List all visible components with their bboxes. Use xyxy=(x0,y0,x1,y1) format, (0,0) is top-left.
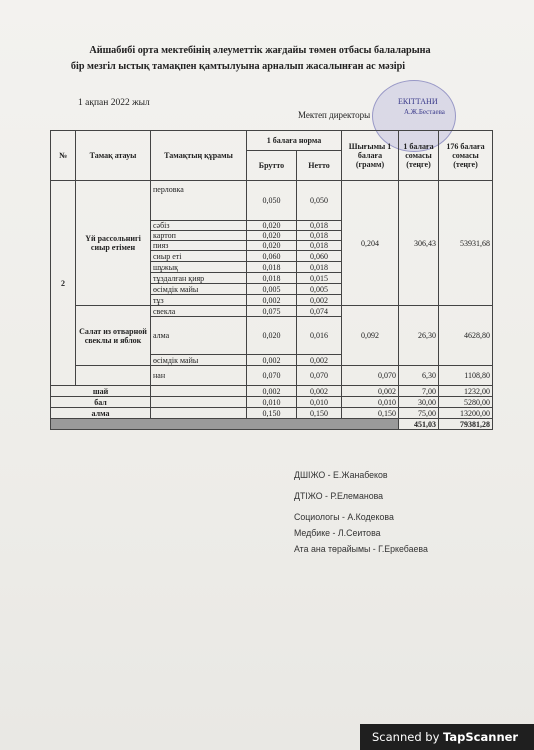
dish-output: 0,070 xyxy=(342,366,399,386)
dish-total: 1108,80 xyxy=(439,366,493,386)
header-price: 1 балаға сомасы (теңге) xyxy=(399,131,439,181)
ingredient-brutto: 0,020 xyxy=(247,241,297,251)
scanner-prefix: Scanned by xyxy=(372,730,444,744)
ingredient-brutto: 0,005 xyxy=(247,284,297,295)
ingredient-brutto: 0,050 xyxy=(247,181,297,221)
dish-output: 0,092 xyxy=(342,306,399,366)
signature-line: ДШІЖО - Е.Жанабеков xyxy=(294,470,388,480)
ingredient-netto: 0,005 xyxy=(297,284,342,295)
dish-price: 306,43 xyxy=(399,181,439,306)
ingredient-name: тұздалған қияр xyxy=(151,273,247,284)
dish-name: бал xyxy=(51,397,151,408)
signature-line: Социологы - А.Кодекова xyxy=(294,512,394,522)
ingredient-netto: 0,074 xyxy=(297,306,342,317)
ingredient-netto: 0,018 xyxy=(297,241,342,251)
dish-output: 0,002 xyxy=(342,386,399,397)
dish-output: 0,204 xyxy=(342,181,399,306)
ingredient-name: картоп xyxy=(151,231,247,241)
ingredient-brutto: 0,002 xyxy=(247,295,297,306)
dish-name: алма xyxy=(51,408,151,419)
ingredient-netto: 0,010 xyxy=(297,397,342,408)
ingredient-brutto: 0,075 xyxy=(247,306,297,317)
director-label: Мектеп директоры xyxy=(298,110,371,120)
ingredient-brutto: 0,010 xyxy=(247,397,297,408)
total-price: 451,03 xyxy=(399,419,439,430)
ingredient-brutto: 0,020 xyxy=(247,231,297,241)
dish-price: 75,00 xyxy=(399,408,439,419)
ingredient-netto: 0,002 xyxy=(297,295,342,306)
header-composition: Тамақтың құрамы xyxy=(151,131,247,181)
ingredient-name xyxy=(151,408,247,419)
ingredient-name xyxy=(151,386,247,397)
stamp-text-1: ЕКІТТАНИ xyxy=(398,97,438,106)
ingredient-name: перловка xyxy=(151,181,247,221)
ingredient-netto: 0,018 xyxy=(297,262,342,273)
dish-price: 30,00 xyxy=(399,397,439,408)
ingredient-brutto: 0,002 xyxy=(247,355,297,366)
dish-name: Үй рассольнигі сиыр етімен xyxy=(76,181,151,306)
ingredient-netto: 0,015 xyxy=(297,273,342,284)
ingredient-name: свекла xyxy=(151,306,247,317)
ingredient-netto: 0,002 xyxy=(297,355,342,366)
header-norm: 1 балаға норма xyxy=(247,131,342,151)
ingredient-netto: 0,060 xyxy=(297,251,342,262)
total-sum: 79381,28 xyxy=(439,419,493,430)
dish-total: 5280,00 xyxy=(439,397,493,408)
ingredient-name: өсімдік майы xyxy=(151,355,247,366)
signature-line: ДТІЖО - Р.Елеманова xyxy=(294,491,384,501)
ingredient-netto: 0,002 xyxy=(297,386,342,397)
ingredient-name: өсімдік майы xyxy=(151,284,247,295)
ingredient-netto: 0,070 xyxy=(297,366,342,386)
dish-price: 6,30 xyxy=(399,366,439,386)
ingredient-brutto: 0,018 xyxy=(247,273,297,284)
stamp-text-2: А.Ж.Бестаева xyxy=(404,108,445,116)
dish-name: шай xyxy=(51,386,151,397)
dish-total: 53931,68 xyxy=(439,181,493,306)
dish-price: 7,00 xyxy=(399,386,439,397)
signature-line: Медбике - Л.Сеитова xyxy=(294,528,381,538)
ingredient-netto: 0,050 xyxy=(297,181,342,221)
row-number: 2 xyxy=(51,181,76,386)
ingredient-brutto: 0,070 xyxy=(247,366,297,386)
ingredient-brutto: 0,020 xyxy=(247,317,297,355)
document-date: 1 ақпан 2022 жыл xyxy=(78,98,150,108)
dish-total: 1232,00 xyxy=(439,386,493,397)
totals-shaded-cell xyxy=(51,419,399,430)
ingredient-name: шұжық xyxy=(151,262,247,273)
menu-title-line2: бір мезгіл ыстық тамақпен қамтылуына арналып жасалынған ас мәзірі xyxy=(70,61,406,72)
header-output: Шығымы 1 балаға (грамм) xyxy=(342,131,399,181)
dish-total: 4628,80 xyxy=(439,306,493,366)
signature-line: Ата ана төрайымы - Г.Еркебаева xyxy=(294,544,428,554)
ingredient-brutto: 0,002 xyxy=(247,386,297,397)
ingredient-netto: 0,150 xyxy=(297,408,342,419)
header-dish: Тамақ атауы xyxy=(76,131,151,181)
dish-name: Салат из отварной свеклы и яблок xyxy=(76,306,151,366)
scanner-watermark xyxy=(360,724,534,750)
menu-title-line1: Айшабибі орта мектебінің әлеуметтік жағдайы төмен отбасы балаларына xyxy=(89,45,431,56)
header-netto: Нетто xyxy=(297,151,342,181)
ingredient-netto: 0,016 xyxy=(297,317,342,355)
ingredient-name: нан xyxy=(151,366,247,386)
ingredient-name: тұз xyxy=(151,295,247,306)
ingredient-netto: 0,018 xyxy=(297,231,342,241)
ingredient-name: сәбіз xyxy=(151,221,247,231)
menu-table xyxy=(50,130,493,430)
ingredient-brutto: 0,150 xyxy=(247,408,297,419)
ingredient-name: пияз xyxy=(151,241,247,251)
scanner-brand: TapScanner xyxy=(443,730,519,744)
dish-output: 0,150 xyxy=(342,408,399,419)
ingredient-netto: 0,018 xyxy=(297,221,342,231)
header-no: № xyxy=(51,131,76,181)
dish-price: 26,30 xyxy=(399,306,439,366)
ingredient-brutto: 0,060 xyxy=(247,251,297,262)
header-total: 176 балаға сомасы (теңге) xyxy=(439,131,493,181)
dish-total: 13200,00 xyxy=(439,408,493,419)
dish-name xyxy=(76,366,151,386)
ingredient-brutto: 0,020 xyxy=(247,221,297,231)
ingredient-brutto: 0,018 xyxy=(247,262,297,273)
dish-output: 0,010 xyxy=(342,397,399,408)
ingredient-name xyxy=(151,397,247,408)
header-brutto: Брутто xyxy=(247,151,297,181)
ingredient-name: алма xyxy=(151,317,247,355)
ingredient-name: сиыр еті xyxy=(151,251,247,262)
